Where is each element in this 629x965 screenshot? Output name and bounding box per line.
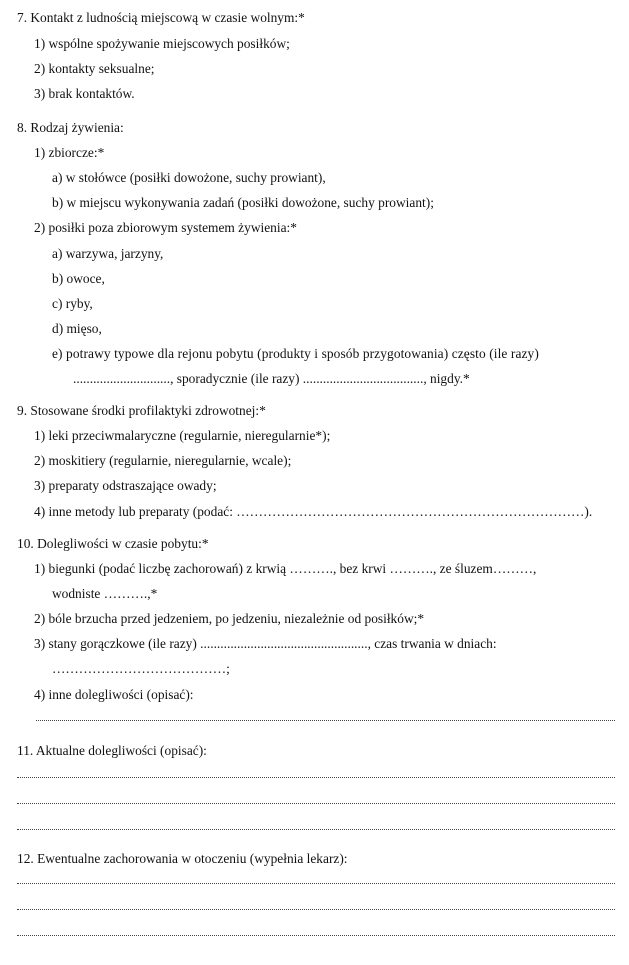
q9-item-3: 3) preparaty odstraszające owady; [34,478,217,493]
q10-title: 10. Dolegliwości w czasie pobytu:* [17,536,209,551]
q8-outside-label: 2) posiłki poza zbiorowym systemem żywienia:* [34,220,297,235]
q9-item-1: 1) leki przeciwmalaryczne (regularnie, nieregularnie*); [34,428,331,443]
q7-option-2: 2) kontakty seksualne; [34,61,155,76]
q11-answer-line-2[interactable] [17,803,615,804]
q8-collective-a: a) w stołówce (posiłki dowożone, suchy prowiant), [52,170,326,185]
q8-outside-c: c) ryby, [52,296,93,311]
q11-title: 11. Aktualne dolegliwości (opisać): [17,743,207,758]
q10-answer-line[interactable] [36,720,615,721]
q12-title: 12. Ewentualne zachorowania w otoczeniu (wypełnia lekarz): [17,851,348,866]
q7-title: 7. Kontakt z ludnością miejscową w czasie wolnym:* [17,10,305,25]
q7-option-3: 3) brak kontaktów. [34,86,135,101]
q10-item-2: 2) bóle brzucha przed jedzeniem, po jedzeniu, niezależnie od posiłków;* [34,611,425,626]
q12-answer-line-3[interactable] [17,935,615,936]
q9-item-2: 2) moskitiery (regularnie, nieregularnie, wcale); [34,453,292,468]
q8-title: 8. Rodzaj żywienia: [17,120,124,135]
q10-item-3-line2: …………………………………; [52,661,230,676]
q11-answer-line-3[interactable] [17,829,615,830]
q11-answer-line-1[interactable] [17,777,615,778]
q8-outside-e-line2: ............................., sporadycznie (ile razy) ...................................., nigdy.* [73,371,470,386]
q8-outside-a: a) warzywa, jarzyny, [52,246,164,261]
q9-item-4: 4) inne metody lub preparaty (podać: ……………………………………………………………………). [34,504,593,519]
q10-item-1-line2: wodniste ……….,* [52,586,158,601]
q8-outside-d: d) mięso, [52,321,102,336]
q7-option-1: 1) wspólne spożywanie miejscowych posiłków; [34,36,290,51]
q12-answer-line-2[interactable] [17,909,615,910]
q10-item-3-line1: 3) stany gorączkowe (ile razy) .................................................., czas trwania w dniach: [34,636,497,651]
q10-item-4: 4) inne dolegliwości (opisać): [34,687,194,702]
q9-title: 9. Stosowane środki profilaktyki zdrowotnej:* [17,403,266,418]
q12-answer-line-1[interactable] [17,883,615,884]
q8-outside-b: b) owoce, [52,271,105,286]
q8-collective-b: b) w miejscu wykonywania zadań (posiłki dowożone, suchy prowiant); [52,195,434,210]
q8-outside-e-line1: e) potrawy typowe dla rejonu pobytu (produkty i sposób przygotowania) często (ile razy) [52,346,539,361]
q10-item-1-line1: 1) biegunki (podać liczbę zachorowań) z krwią ………., bez krwi ………., ze śluzem………, [34,561,537,576]
q8-collective-label: 1) zbiorcze:* [34,145,105,160]
